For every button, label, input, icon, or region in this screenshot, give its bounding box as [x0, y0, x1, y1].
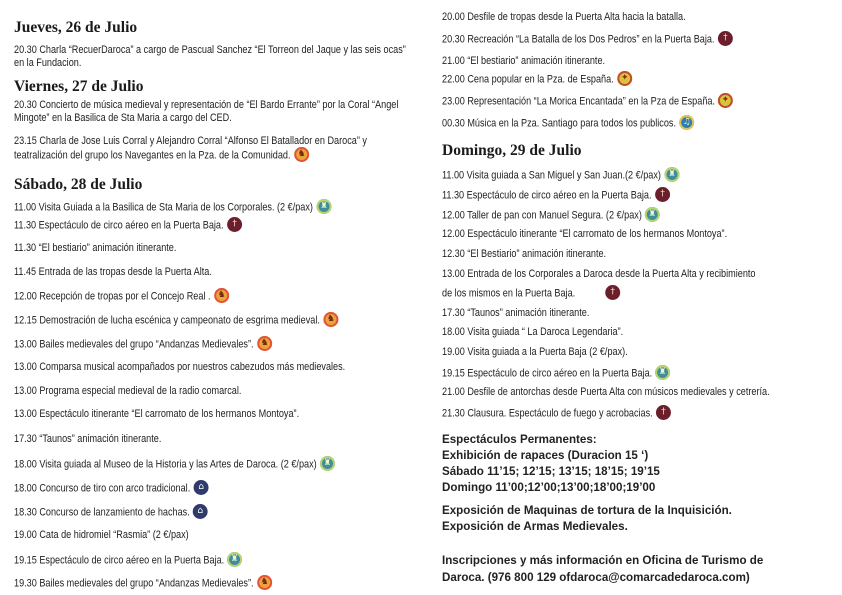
event-text: 19.15 Espectáculo de circo aéreo en la Puerta Baja.	[442, 367, 653, 380]
event-text: 12.00 Taller de pan con Manuel Segura. (2 €/pax)	[442, 209, 642, 222]
tower-icon: ♜	[645, 207, 660, 222]
event-text: 00.30 Música en la Pza. Santiago para todos los publicos.	[442, 117, 676, 130]
event-text: 18.00 Visita guiada “ La Daroca Legendaria”.	[442, 326, 624, 338]
event-text: 23.15 Charla de Jose Luis Corral y Alejandro Corral “Alfonso El Batallador en Daroca” y teatralización del grupo los Navegantes en la Pza. de la Comunidad.	[14, 135, 367, 162]
event-item	[442, 208, 659, 223]
knight-icon: ♞	[323, 312, 338, 327]
event-item	[442, 168, 678, 183]
event-text: 21.00 Desfile de antorchas desde Puerta Alta con músicos medievales y cetrería.	[442, 386, 770, 398]
event-text: 23.00 Representación “La Morica Encantada” en la Pza de España.	[442, 95, 715, 108]
event-item	[14, 529, 189, 542]
event-text: 11.00 Visita Guiada a la Basilica de Sta Maria de los Corporales. (2 €/pax)	[14, 201, 313, 214]
event-item	[14, 218, 241, 233]
event-text: 19.15 Espectáculo de circo aéreo en la Puerta Baja.	[14, 554, 225, 567]
event-item	[14, 433, 161, 446]
event-item	[442, 307, 589, 320]
event-text: 12.15 Demostración de lucha escénica y campeonato de esgrima medieval.	[14, 314, 320, 327]
event-item	[442, 228, 727, 241]
knight-icon: ♞	[257, 336, 272, 351]
event-item	[14, 361, 345, 374]
event-text: 11.00 Visita guiada a San Miguel y San Juan.(2 €/pax)	[442, 169, 661, 182]
sword-icon: †	[227, 217, 242, 232]
sword-icon: †	[605, 285, 620, 300]
event-text: 19.00 Visita guiada a la Puerta Baja (2 €/pax).	[442, 346, 628, 358]
knight-icon: ♞	[214, 288, 229, 303]
event-text: 12.00 Espectáculo itinerante “El carromato de los hermanos Montoya”.	[442, 228, 728, 240]
info-text: Daroca. (976 800 129 ofdaroca@comarcadedaroca.com)	[442, 571, 750, 584]
event-text: 13.00 Espectáculo itinerante “El carromato de los hermanos Montoya”.	[14, 408, 300, 420]
event-item	[442, 346, 628, 359]
event-text: 22.00 Cena popular en la Pza. de España.	[442, 73, 614, 86]
event-item	[442, 326, 623, 339]
tower-icon: ♜	[227, 552, 242, 567]
event-text: 18.00 Concurso de tiro con arco tradicional.	[14, 482, 191, 495]
event-item	[14, 481, 207, 496]
event-text: 18.30 Concurso de lanzamiento de hachas.	[14, 506, 190, 519]
knight-icon: ♞	[294, 147, 309, 162]
event-item	[14, 289, 228, 304]
event-item	[14, 553, 241, 568]
event-item	[442, 406, 670, 421]
event-item	[14, 313, 337, 328]
day-title-sabado: Sábado, 28 de Julio	[14, 176, 143, 193]
permanent-item: Sábado 11’15; 12’15; 13’15; 18’15; 19’15	[442, 465, 660, 478]
event-item	[442, 268, 755, 281]
event-item	[442, 286, 619, 301]
event-text: 21.00 “El bestiario” animación itinerante.	[442, 55, 606, 67]
event-text: 12.00 Recepción de tropas por el Concejo Real .	[14, 290, 211, 303]
event-text: 17.30 “Taunos” animación itinerante.	[442, 307, 590, 319]
event-item	[442, 366, 669, 381]
food-icon: ✦	[617, 71, 632, 86]
event-item	[14, 135, 410, 163]
event-item	[14, 337, 271, 352]
info-text: Inscripciones y más información en Oficina de Turismo de	[442, 554, 764, 567]
event-item: 20.30 Charla “RecuerDaroca” a cargo de Pascual Sanchez “El Torreon del Jaque y las seis ocas” en la Fundacion.	[14, 44, 406, 69]
event-item	[14, 200, 330, 215]
event-item	[442, 188, 669, 203]
sword-icon: †	[655, 187, 670, 202]
tower-icon: ♜	[655, 365, 670, 380]
event-item	[14, 457, 334, 472]
house-icon: ⌂	[193, 504, 208, 519]
event-item	[442, 248, 606, 261]
event-item	[442, 32, 732, 47]
permanent-item: Domingo 11’00;12’00;13’00;18’00;19’00	[442, 481, 656, 494]
event-text: 20.30 Recreación “La Batalla de los Dos Pedros” en la Puerta Baja.	[442, 33, 715, 46]
event-text: 11.30 “El bestiario” animación itinerante.	[14, 242, 177, 254]
event-item	[442, 55, 605, 68]
event-item	[442, 116, 693, 131]
food-icon: ✦	[718, 93, 733, 108]
house-icon: ⌂	[194, 480, 209, 495]
permanent-item: Exposición de Armas Medievales.	[442, 520, 628, 533]
event-text: 13.00 Comparsa musical acompañados por nuestros cabezudos más medievales.	[14, 361, 346, 373]
tower-icon: ♜	[664, 167, 679, 182]
event-item	[14, 385, 241, 398]
event-item	[14, 576, 271, 591]
event-text: 17.30 “Taunos” animación itinerante.	[14, 433, 162, 445]
event-text: 19.30 Bailes medievales del grupo “Andanzas Medievales”.	[14, 577, 254, 590]
event-item	[14, 266, 212, 279]
event-item	[14, 505, 207, 520]
event-text: 11.45 Entrada de las tropas desde la Puerta Alta.	[14, 266, 212, 278]
event-item	[442, 11, 686, 24]
event-item	[442, 72, 631, 87]
event-item: 20.30 Concierto de música medieval y representación de “El Bardo Errante” por la Coral “Angel Mingote” en la Basilica de Sta Maria a cargo del CED.	[14, 99, 399, 124]
sword-icon: †	[656, 405, 671, 420]
event-text: 21.30 Clausura. Espectáculo de fuego y acrobacias.	[442, 407, 653, 420]
music-icon: ♫	[679, 115, 694, 130]
permanent-item: Exhibición de rapaces (Duracion 15 ‘)	[442, 449, 649, 462]
event-text: 13.00 Entrada de los Corporales a Daroca desde la Puerta Alta y recibimiento	[442, 268, 756, 280]
event-item	[14, 408, 299, 421]
event-item	[442, 386, 770, 399]
permanent-item: Exposición de Maquinas de tortura de la Inquisición.	[442, 504, 732, 517]
event-text: 18.00 Visita guiada al Museo de la Historia y las Artes de Daroca. (2 €/pax)	[14, 458, 317, 471]
event-text: 13.00 Bailes medievales del grupo “Andanzas Medievales”.	[14, 338, 254, 351]
event-text: 13.00 Programa especial medieval de la radio comarcal.	[14, 385, 242, 397]
day-title-domingo: Domingo, 29 de Julio	[442, 142, 582, 159]
event-item	[442, 94, 732, 109]
event-text: 12.30 “El Bestiario” animación itinerante.	[442, 248, 607, 260]
event-text: 11.30 Espectáculo de circo aéreo en la Puerta Baja.	[442, 189, 652, 202]
knight-icon: ♞	[257, 575, 272, 590]
day-title-jueves: Jueves, 26 de Julio	[14, 19, 138, 36]
event-text: de los mismos en la Puerta Baja.	[442, 287, 576, 300]
day-title-viernes: Viernes, 27 de Julio	[14, 78, 144, 95]
tower-icon: ♜	[320, 456, 335, 471]
event-item	[14, 242, 176, 255]
sword-icon: †	[718, 31, 733, 46]
tower-icon: ♜	[316, 199, 331, 214]
event-text: 19.00 Cata de hidromiel “Rasmia” (2 €/pax)	[14, 529, 189, 541]
event-text: 11.30 Espectáculo de circo aéreo en la Puerta Baja.	[14, 219, 224, 232]
event-text: 20.00 Desfile de tropas desde la Puerta Alta hacia la batalla.	[442, 11, 686, 23]
permanent-title: Espectáculos Permanentes:	[442, 433, 597, 446]
